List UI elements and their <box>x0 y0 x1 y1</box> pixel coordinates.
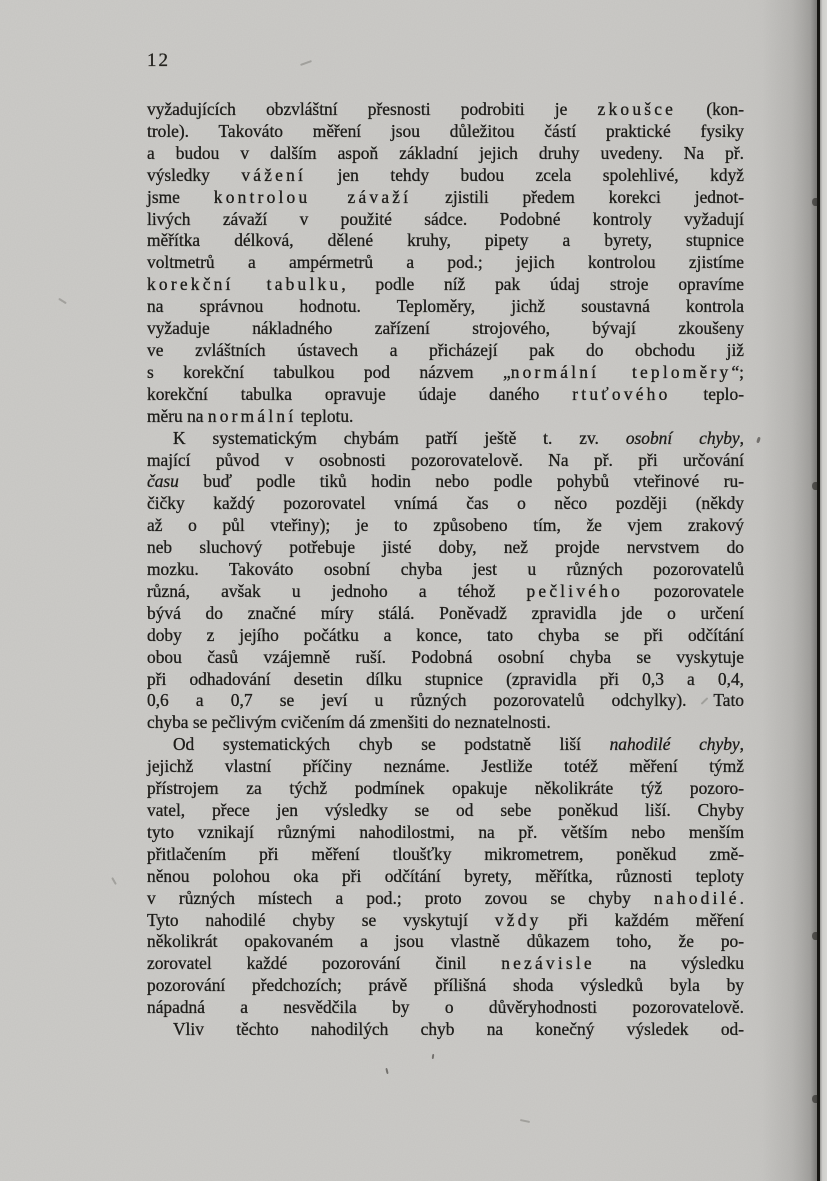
paper-speck <box>432 1054 435 1059</box>
edge-notch <box>812 198 818 206</box>
body-text: s korekční tabulkou pod názvem „ <box>147 361 511 382</box>
letterspaced-text: pečlivého <box>526 580 624 601</box>
body-text: na výsledku <box>594 953 744 974</box>
letterspaced-text: zkoušce <box>597 99 677 119</box>
body-text: nápadná a nesvědčila by o důvěryhodnosti pozorovatelově. <box>147 997 744 1018</box>
body-text: různá, avšak u jednoho a téhož <box>147 580 527 601</box>
body-text: a budou v dalším aspoň základní jejich druhy uvedeny. Na př. <box>147 142 744 163</box>
body-text: pozorovatele <box>623 580 744 601</box>
body-text: , <box>739 734 744 755</box>
body-text: tyto vznikají různými nahodilostmi, na př. větším nebo menším <box>147 821 744 842</box>
body-text: vyžaduje nákladného zařízení strojového, bývají zkoušeny <box>147 318 744 339</box>
letterspaced-text: nahodilé <box>654 887 740 908</box>
text-line <box>147 471 744 493</box>
body-text: bývá do značné míry stálá. Poněvadž zpravidla jde o určení <box>147 602 744 623</box>
body-text: korekční tabulka opravuje údaje daného <box>147 383 573 404</box>
body-text: při každém měření <box>541 909 744 930</box>
body-text: teplotu. <box>296 405 354 426</box>
text-line <box>147 493 744 515</box>
paper-fiber <box>300 60 312 66</box>
body-text: na správnou hodnotu. Teploměry, jichž soustavná kontrola <box>147 296 744 317</box>
body-text: K systematickým chybám patří ještě t. zv. <box>173 427 626 448</box>
adjacent-page-strip <box>820 0 827 1181</box>
paper-speck <box>756 437 761 444</box>
body-text: Od systematických chyb se podstatně liší <box>173 734 610 755</box>
text-line <box>147 537 744 559</box>
body-text: přístrojem za týchž podmínek opakuje několikráte týž pozoro- <box>147 778 744 799</box>
body-text: až o půl vteřiny); je to způsobeno tím, že vjem zrakový <box>147 515 744 536</box>
letterspaced-text: normální teploměry <box>510 361 732 382</box>
letterspaced-text: korekční tabulku <box>147 274 342 295</box>
text-line <box>147 121 744 143</box>
text-line <box>147 384 744 406</box>
text-line <box>147 406 744 428</box>
italic-text: osobní chyby <box>625 427 740 448</box>
body-text: vyžadujících obzvláštní přesnosti podrobiti je <box>147 99 598 119</box>
paper-speck <box>385 1068 388 1074</box>
body-text: buď podle tiků hodin nebo podle pohybů vteřinové ru- <box>178 471 744 492</box>
body-text: , podle níž pak údaj stroje opravíme <box>341 274 744 295</box>
text-line <box>147 252 744 274</box>
italic-text: času <box>147 471 179 492</box>
body-text: vatel, přece jen výsledky se od sebe poněkud liší. Chyby <box>147 800 744 820</box>
text-line <box>147 888 744 910</box>
paper-fiber <box>58 298 67 304</box>
body-text: teplo- <box>670 383 744 404</box>
text-line <box>147 515 744 537</box>
text-line <box>147 143 744 165</box>
body-text: (kon- <box>676 99 744 119</box>
body-text: “; <box>731 361 744 382</box>
body-text: něnou polohou oka při odčítání byrety, měřítka, různosti teploty <box>147 865 744 886</box>
body-text: jsme <box>147 186 214 207</box>
italic-text: nahodilé chyby <box>609 734 740 755</box>
body-text: livých závaží v použité sádce. Podobné kontroly vyžadují <box>147 208 744 229</box>
text-line <box>147 559 744 581</box>
body-text: doby z jejího počátku a konce, tato chyba se při odčítání <box>147 624 744 645</box>
body-text: voltmetrů a ampérmetrů a pod.; jejich kontrolou zjistíme <box>147 252 744 273</box>
body-text: , <box>739 427 745 448</box>
body-text: Vliv těchto nahodilých chyb na konečný výsledek od- <box>173 1019 744 1040</box>
body-text: výsledky <box>147 164 242 185</box>
text-line <box>147 99 744 121</box>
text-line <box>147 165 744 187</box>
text-line <box>147 603 744 625</box>
body-text: mozku. Takováto osobní chyba jest u různých pozorovatelů <box>147 559 744 580</box>
text-line <box>147 822 744 844</box>
body-text: jen tehdy budou zcela spolehlivé, když <box>306 164 744 185</box>
text-line <box>147 975 744 997</box>
text-line <box>147 274 744 296</box>
text-line <box>147 800 744 822</box>
text-line <box>147 581 744 603</box>
text-line <box>147 187 744 209</box>
body-text: chyba se pečlivým cvičením dá zmenšiti do neznatelnosti. <box>147 712 551 733</box>
body-text: ve zvláštních ústavech a přicházejí pak do obchodu již <box>147 339 744 360</box>
text-block <box>147 99 744 1041</box>
edge-notch <box>812 482 818 490</box>
text-line <box>147 625 744 647</box>
text-line <box>147 296 744 318</box>
letterspaced-text: normální <box>207 405 297 426</box>
paper-fiber <box>111 877 117 885</box>
page-number: 12 <box>147 50 170 71</box>
body-text: Tyto nahodilé chyby se vyskytují <box>147 909 495 930</box>
letterspaced-text: rtuťového <box>572 383 671 404</box>
body-text: měru na <box>147 405 208 426</box>
text-line <box>147 340 744 362</box>
text-line <box>147 953 744 975</box>
body-text: zorovatel každé pozorování činil <box>147 953 502 974</box>
body-text: 0,6 a 0,7 se jeví u různých pozorovatelů odchylky). Tato <box>147 690 744 711</box>
text-line <box>147 734 744 756</box>
edge-notch <box>812 932 818 940</box>
binding-gutter-shadow <box>762 0 817 1181</box>
body-text: několikrát opakovaném a jsou vlastně důkazem toho, že po- <box>147 931 744 952</box>
text-line <box>147 910 744 932</box>
text-line <box>147 647 744 669</box>
body-text: obou časů vzájemně ruší. Podobná osobní chyba se vyskytuje <box>147 646 744 667</box>
letterspaced-text: nezávisle <box>501 953 595 974</box>
body-text: měřítka délková, dělené kruhy, pipety a byrety, stupnice <box>147 230 744 251</box>
letterspaced-text: vážení <box>241 164 307 185</box>
text-line <box>147 450 744 472</box>
text-line <box>147 362 744 384</box>
paper-fiber <box>520 1119 530 1123</box>
text-line <box>147 844 744 866</box>
body-text: pozorování předchozích; právě přílišná shoda výsledků byla by <box>147 975 744 996</box>
text-line <box>147 209 744 231</box>
body-text: v různých místech a pod.; proto zovou se chyby <box>147 887 654 908</box>
body-text: . <box>739 887 744 908</box>
text-line <box>147 230 744 252</box>
text-line <box>147 931 744 953</box>
body-text: zjistili předem korekci jednot- <box>411 186 744 207</box>
text-line <box>147 1019 744 1041</box>
text-line <box>147 712 744 734</box>
letterspaced-text: kontrolou závaží <box>213 186 412 207</box>
text-line <box>147 669 744 691</box>
body-text: přitlačením při měření tloušťky mikrometrem, poněkud změ- <box>147 843 744 864</box>
body-text: při odhadování desetin dílku stupnice (zpravidla při 0,3 a 0,4, <box>147 668 744 689</box>
body-text: mající původ v osobnosti pozorovatelově. Na př. při určování <box>147 449 744 470</box>
letterspaced-text: vždy <box>494 909 542 930</box>
text-line <box>147 778 744 800</box>
text-line <box>147 997 744 1019</box>
edge-notch <box>812 1095 818 1103</box>
text-line <box>147 428 744 450</box>
body-text: trole). Takováto měření jsou důležitou částí praktické fysiky <box>147 120 744 141</box>
text-line <box>147 690 744 712</box>
text-line <box>147 318 744 340</box>
text-line <box>147 756 744 778</box>
body-text: čičky každý pozorovatel vnímá čas o něco později (někdy <box>147 493 744 514</box>
text-line <box>147 866 744 888</box>
body-text: neb sluchový potřebuje jisté doby, než projde nervstvem do <box>147 537 744 558</box>
body-text: jejichž vlastní příčiny neznáme. Jestliže totéž měření týmž <box>147 756 744 777</box>
